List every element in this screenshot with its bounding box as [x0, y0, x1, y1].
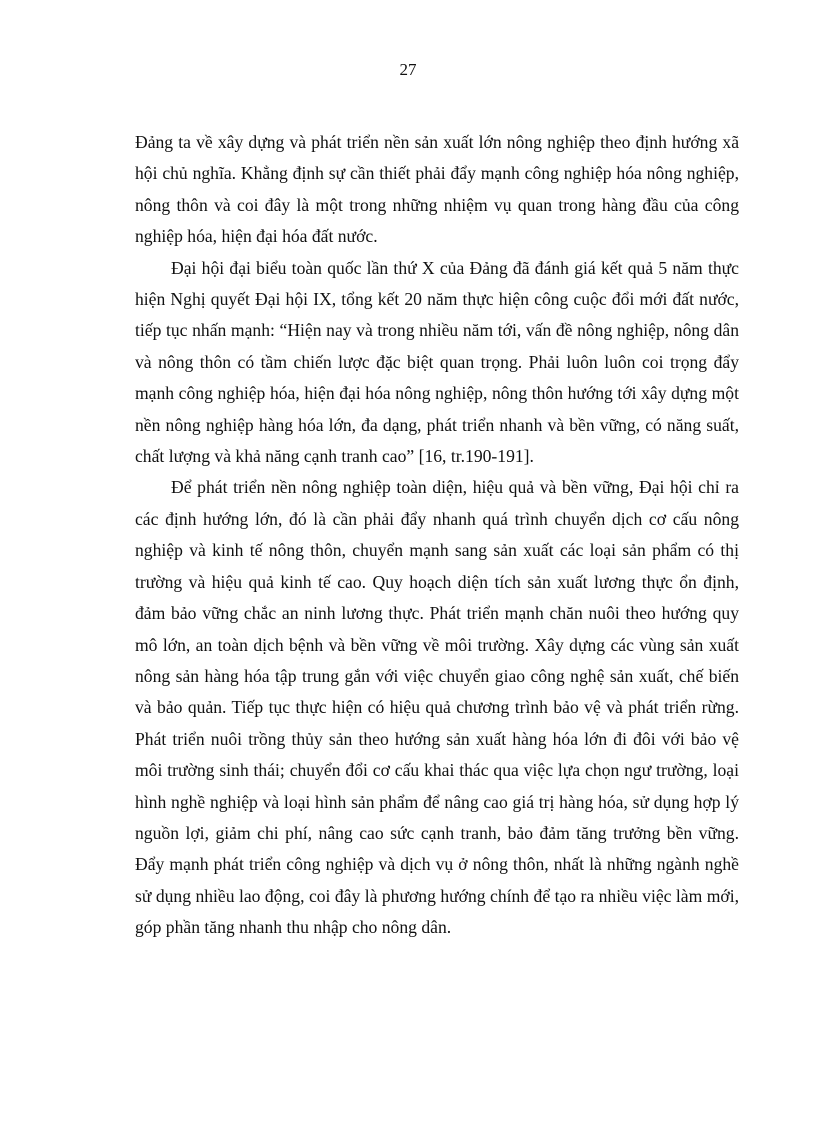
paragraph-continuation: Đảng ta về xây dựng và phát triển nền sản xuất lớn nông nghiệp theo định hướng xã hội chủ nghĩa. Khẳng định sự cần thiết phải đẩy mạnh công nghiệp hóa nông nghiệp, nông thôn và coi đây là một trong những nhiệm vụ quan trong hàng đầu của công nghiệp hóa, hiện đại hóa đất nước. [135, 132, 739, 247]
page-number: 27 [399, 60, 417, 79]
paragraph-development-directions: Để phát triển nền nông nghiệp toàn diện, hiệu quả và bền vững, Đại hội chỉ ra các định hướng lớn, đó là cần phải đẩy nhanh quá trình chuyển dịch cơ cấu nông nghiệp và kinh tế nông thôn, chuyển mạnh sang sản xuất các loại sản phẩm có thị trường và hiệu quả kinh tế cao. Quy hoạch diện tích sản xuất lương thực ổn định, đảm bảo vững chắc an ninh lương thực. Phát triển mạnh chăn nuôi theo hướng quy mô lớn, an toàn dịch bệnh và bền vững về môi trường. Xây dựng các vùng sản xuất nông sản hàng hóa tập trung gắn với việc chuyển giao công nghệ sản xuất, chế biến và bảo quản. Tiếp tục thực hiện có hiệu quả chương trình bảo vệ và phát triển rừng. Phát triển nuôi trồng thủy sản theo hướng sản xuất hàng hóa lớn đi đôi với bảo vệ môi trường sinh thái; chuyển đổi cơ cấu khai thác qua việc lựa chọn ngư trường, loại hình nghề nghiệp và loại hình sản phẩm để nâng cao giá trị hàng hóa, sử dụng hợp lý nguồn lợi, giảm chi phí, nâng cao sức cạnh tranh, bảo đảm tăng trưởng bền vững. Đẩy mạnh phát triển công nghiệp và dịch vụ ở nông thôn, nhất là những ngành nghề sử dụng nhiều lao động, coi đây là phương hướng chính để tạo ra nhiều việc làm mới, góp phần tăng nhanh thu nhập cho nông dân. [135, 477, 739, 938]
body-text [135, 127, 739, 944]
paragraph-congress-x: Đại hội đại biểu toàn quốc lần thứ X của Đảng đã đánh giá kết quả 5 năm thực hiện Nghị quyết Đại hội IX, tổng kết 20 năm thực hiện công cuộc đổi mới đất nước, tiếp tục nhấn mạnh: “Hiện nay và trong nhiều năm tới, vấn đề nông nghiệp, nông dân và nông thôn có tầm chiến lược đặc biệt quan trọng. Phải luôn luôn coi trọng đẩy mạnh công nghiệp hóa, hiện đại hóa nông nghiệp, nông thôn hướng tới xây dựng một nền nông nghiệp hàng hóa lớn, đa dạng, phát triển nhanh và bền vững, có năng suất, chất lượng và khả năng cạnh tranh cao” [16, tr.190-191]. [135, 257, 739, 467]
